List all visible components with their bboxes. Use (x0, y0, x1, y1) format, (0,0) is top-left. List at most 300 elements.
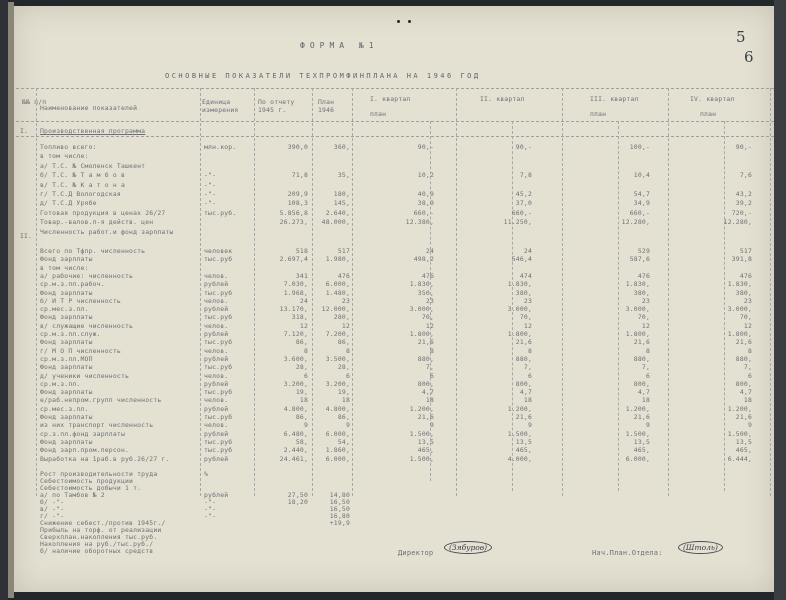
row-cell-q3: 4,7 (637, 388, 650, 397)
row-cell-unit: рублей (204, 305, 229, 314)
row-cell-report: 6.480, (283, 429, 308, 438)
row-cell-q3: 1.830, (625, 280, 650, 289)
row-label: в том числе: (40, 263, 89, 272)
row-cell-q1: 6 (429, 371, 434, 380)
row-cell-q3: 8 (645, 346, 650, 355)
row-cell-unit: рублей (204, 491, 229, 499)
punch-dot (397, 20, 400, 23)
row-cell-unit: тыс.руб (204, 255, 233, 264)
row-cell-plan: 1.860, (325, 446, 350, 455)
row-cell-report: 5.856,8 (279, 208, 308, 217)
column-rule (562, 88, 563, 496)
row-cell-report: 12 (299, 321, 308, 330)
table-rule (16, 88, 774, 89)
row-cell-q1: 1.830, (409, 280, 434, 289)
row-cell-q1: 38,9 (417, 199, 434, 208)
row-cell-plan: 19, (337, 388, 350, 397)
row-cell-plan: 9 (345, 421, 350, 430)
row-cell-plan: 1.480, (325, 288, 350, 297)
row-cell-unit: рублей (204, 404, 229, 413)
column-rule (352, 88, 353, 496)
row-label: а/ рабочие: численность (40, 271, 134, 280)
row-cell-q1: 40,9 (417, 190, 434, 198)
row-cell-q1: 3.000, (409, 305, 434, 314)
row-cell-q2: 474 (519, 271, 532, 280)
row-label: г/ М О П численность (40, 346, 121, 355)
row-cell-plan: 360, (333, 143, 350, 151)
row-cell-report: 7.030, (283, 280, 308, 289)
row-cell-report: 86, (295, 413, 308, 421)
row-cell-q4: 8 (747, 346, 752, 355)
chief-label: Нач.План.Отдела: (592, 549, 663, 557)
row-cell-q1: 498,2 (413, 255, 434, 264)
row-cell-plan: 4.800, (325, 404, 350, 413)
row-cell-plan: 35, (337, 171, 350, 180)
row-label: а/ по Тамбов № 2 (40, 491, 105, 499)
column-rule (200, 88, 201, 496)
row-cell-q1: 12.380, (405, 218, 434, 227)
row-label: Себестоимость добычи 1 т. (40, 484, 142, 492)
row-label: Прибыль на торф. от реализации (40, 526, 162, 534)
row-cell-q1: 1.800, (409, 330, 434, 338)
row-cell-plan: 2.640, (325, 208, 350, 217)
row-cell-q4: 9 (747, 421, 752, 430)
row-cell-q2: 1.800, (507, 330, 532, 338)
row-cell-report: 28, (295, 363, 308, 372)
row-cell-plan: 6.000, (325, 280, 350, 289)
row-label: ср.м.з.пл.МОП (40, 354, 93, 363)
row-label: г/ -"- (40, 512, 65, 520)
row-cell-q3: 465, (633, 446, 650, 455)
row-cell-q2: 37,0 (515, 199, 532, 208)
row-cell-q3: 23 (641, 296, 650, 305)
row-cell-q4: 12.280, (723, 218, 752, 227)
row-cell-plan: 14,80 (329, 491, 350, 499)
row-cell-q4: 720,- (731, 208, 752, 217)
row-cell-unit: челов. (204, 271, 229, 280)
row-label: ср.мес.з.пл. (40, 404, 89, 413)
row-cell-report: 18,20 (287, 498, 308, 506)
row-cell-q2: 13,5 (515, 437, 532, 446)
row-cell-q2: 880, (515, 354, 532, 363)
row-cell-report: 86, (295, 338, 308, 347)
row-cell-q2: 7, (523, 363, 532, 372)
row-cell-q1: 21,6 (417, 338, 434, 347)
row-cell-q3: 21,6 (633, 338, 650, 347)
row-cell-q1: 70, (421, 313, 434, 322)
row-label: в/ Т.С. № К а т о н а (40, 180, 125, 189)
row-cell-q4: 12 (743, 321, 752, 330)
row-cell-q1: 9 (429, 421, 434, 430)
row-cell-q2: 3.000, (507, 305, 532, 314)
row-cell-unit: -"- (204, 171, 217, 180)
row-cell-q4: 7, (743, 363, 752, 372)
row-cell-report: 209,9 (287, 190, 308, 198)
row-label: Фонд зарплаты (40, 255, 93, 264)
handwritten-page-number: 5 (736, 28, 746, 46)
row-label: б/ Т.С. № Т а м б о в (40, 171, 125, 180)
row-cell-plan: 16,80 (329, 512, 350, 520)
row-cell-report: 26.273, (279, 218, 308, 227)
row-cell-q2: 6 (527, 371, 532, 380)
row-cell-q3: 7, (641, 363, 650, 372)
row-label: Численность работ.и фонд зарплаты (40, 227, 174, 236)
row-cell-q1: 21,6 (417, 413, 434, 421)
row-label: г/ Т.С.Д Вологодская (40, 190, 121, 198)
row-cell-report: 341 (295, 271, 308, 280)
row-label: д/ Т.С.Д Урябе (40, 199, 97, 208)
row-cell-plan: 12 (341, 321, 350, 330)
document-title: ОСНОВНЫЕ ПОКАЗАТЕЛИ ТЕХПРОМФИНПЛАНА НА 1946 ГОД (165, 72, 481, 80)
column-rule (254, 88, 255, 496)
row-cell-unit: рублей (204, 280, 229, 289)
row-cell-q4: 6.444, (727, 454, 752, 463)
row-cell-q1: 4,7 (421, 388, 434, 397)
row-cell-unit: -"- (204, 180, 217, 189)
row-cell-q2: 465, (515, 446, 532, 455)
row-cell-unit: человек (204, 247, 233, 255)
scanner-right-edge (774, 0, 786, 600)
row-cell-report: 9 (303, 421, 308, 430)
col-header-no: №№ п/п (22, 98, 47, 106)
row-label: б/ И Т Р численность (40, 296, 121, 305)
row-cell-q1: 660,- (413, 208, 434, 217)
row-cell-report: 18 (299, 396, 308, 405)
row-cell-q1: 23 (425, 296, 434, 305)
row-cell-q3: 9 (645, 421, 650, 430)
row-cell-unit: -"- (204, 190, 217, 198)
row-cell-q3: 3.000, (625, 305, 650, 314)
row-cell-plan: 6.000, (325, 454, 350, 463)
row-cell-report: 19, (295, 388, 308, 397)
row-label: а/ Т.С. № Смоленск Ташкент (40, 161, 146, 170)
row-label: Топливо всего: (40, 143, 97, 151)
row-cell-plan: 517 (337, 247, 350, 255)
row-cell-q4: 7,6 (739, 171, 752, 180)
row-cell-q4: 1.830, (727, 280, 752, 289)
row-cell-report: 4.800, (283, 404, 308, 413)
col-header-report: По отчету 1945 г. (258, 98, 295, 114)
col-header-unit: Единица измерения (202, 98, 239, 114)
row-cell-q4: 476 (739, 271, 752, 280)
row-label: Выработка на 1раб.в руб.26/27 г. (40, 454, 170, 463)
row-cell-q3: 1.200, (625, 404, 650, 413)
row-cell-plan: 7.200, (325, 330, 350, 338)
row-cell-report: 2.697,4 (279, 255, 308, 264)
row-cell-q2: 4.000, (507, 454, 532, 463)
row-label: ср.з.пл.фонд зарплаты (40, 429, 125, 438)
col-subheader-plan: план (590, 110, 607, 118)
row-label: Всего по Тфпр. численность (40, 247, 146, 255)
row-cell-q1: 350, (417, 288, 434, 297)
row-cell-q2: 1.830, (507, 280, 532, 289)
row-cell-plan: 48.000, (321, 218, 350, 227)
row-cell-report: 108,3 (287, 199, 308, 208)
row-cell-unit: млн.кор. (204, 143, 237, 151)
row-cell-q4: 21,6 (735, 338, 752, 347)
row-cell-unit: тыс.руб (204, 363, 233, 372)
row-cell-q2: 21,6 (515, 338, 532, 347)
row-cell-q4: 6 (747, 371, 752, 380)
col-header-q4: IV. квартал (690, 95, 735, 103)
row-cell-unit: челов. (204, 421, 229, 430)
row-cell-report: 8 (303, 346, 308, 355)
row-cell-unit: тыс.руб (204, 288, 233, 297)
row-cell-q2: 12 (523, 321, 532, 330)
row-cell-q2: 660,- (511, 208, 532, 217)
row-cell-plan: 16,50 (329, 498, 350, 506)
row-cell-q3: 800, (633, 379, 650, 388)
row-cell-report: 518 (295, 247, 308, 255)
row-label: из них транспорт численность (40, 421, 154, 430)
row-label: б/ наличие оборотных средств (40, 547, 154, 555)
row-cell-q4: 1.500, (727, 429, 752, 438)
row-label: Фонд зарплаты (40, 363, 93, 372)
row-cell-unit: % (204, 470, 209, 478)
row-cell-q2: 9 (527, 421, 532, 430)
director-label: Директор (398, 549, 434, 557)
section-number: I. (20, 127, 29, 135)
row-cell-q4: 800, (735, 379, 752, 388)
row-cell-plan: 6.000, (325, 429, 350, 438)
row-label: Фонд зарплаты (40, 338, 93, 347)
row-cell-q3: 34,9 (633, 199, 650, 208)
row-cell-unit: рублей (204, 379, 229, 388)
row-cell-q2: 70, (519, 313, 532, 322)
row-cell-q3: 6.000, (625, 454, 650, 463)
row-cell-q3: 1.800, (625, 330, 650, 338)
row-cell-q4: 1.200, (727, 404, 752, 413)
row-label: ср.мес.з.пл. (40, 305, 89, 314)
col-header-q1: I. квартал (370, 95, 411, 103)
row-cell-q3: 529 (637, 247, 650, 255)
row-cell-plan: 28, (337, 363, 350, 372)
row-cell-q1: 90,- (417, 143, 434, 151)
row-cell-q4: 23 (743, 296, 752, 305)
row-label: Фонд зарплаты (40, 313, 93, 322)
row-cell-q4: 391,8 (731, 255, 752, 264)
row-label: Фонд зарплаты (40, 288, 93, 297)
row-cell-q3: 12.280, (621, 218, 650, 227)
row-cell-q4: 90,- (735, 143, 752, 151)
row-cell-q2: 21,6 (515, 413, 532, 421)
row-label: Накопления на руб./тыс.руб./ (40, 540, 154, 548)
row-cell-report: 3.600, (283, 354, 308, 363)
row-cell-q2: 380, (515, 288, 532, 297)
row-label: Фонд зарплаты (40, 388, 93, 397)
row-cell-q2: 4,7 (519, 388, 532, 397)
row-cell-plan: 8 (345, 346, 350, 355)
director-signature: (Зябуров) (444, 541, 492, 554)
row-cell-plan: 86, (337, 338, 350, 347)
row-cell-q3: 54,7 (633, 190, 650, 198)
row-label: Фонд зарп.пром.персон. (40, 446, 130, 455)
col-subheader-plan: план (700, 110, 717, 118)
row-cell-q3: 13,5 (633, 437, 650, 446)
row-cell-q3: 10,4 (633, 171, 650, 180)
row-cell-q3: 476 (637, 271, 650, 280)
row-cell-q3: 587,6 (629, 255, 650, 264)
row-label: Готовая продукция в ценах 26/27 (40, 208, 166, 217)
row-cell-q3: 380, (633, 288, 650, 297)
row-cell-q4: 880, (735, 354, 752, 363)
row-cell-report: 6 (303, 371, 308, 380)
col-header-name: Наименование показателей (40, 104, 138, 112)
row-cell-q4: 1.800, (727, 330, 752, 338)
table-rule (16, 136, 774, 137)
row-cell-plan: 18 (341, 396, 350, 405)
row-label: в/ -"- (40, 505, 65, 513)
row-cell-q4: 517 (739, 247, 752, 255)
row-cell-q1: 880, (417, 354, 434, 363)
column-rule (456, 88, 457, 496)
row-cell-q3: 18 (641, 396, 650, 405)
row-label: Сверхплан.накопления тыс.руб. (40, 533, 158, 541)
row-cell-q1: 1.500, (409, 454, 434, 463)
row-label: в/ служащие численность (40, 321, 134, 330)
row-cell-report: 24.461, (279, 454, 308, 463)
row-cell-q3: 100,- (629, 143, 650, 151)
row-label: Товар.-валов.п-я действ. цен (40, 218, 154, 227)
row-cell-unit: тыс.руб (204, 446, 233, 455)
row-cell-plan: 54, (337, 437, 350, 446)
row-cell-q1: 13,5 (417, 437, 434, 446)
row-cell-q4: 70, (739, 313, 752, 322)
row-cell-unit: -"- (204, 512, 217, 520)
row-cell-plan: 6 (345, 371, 350, 380)
row-cell-q2: 11.250, (503, 218, 532, 227)
row-cell-plan: 16,50 (329, 505, 350, 513)
row-cell-plan: 86, (337, 413, 350, 421)
scanner-left-edge (0, 0, 8, 600)
row-cell-plan: 280, (333, 313, 350, 322)
row-cell-plan: +19,9 (329, 519, 350, 527)
row-label: ср.м.з.пл. (40, 379, 81, 388)
row-cell-plan: 1.980, (325, 255, 350, 264)
row-cell-unit: рублей (204, 429, 229, 438)
row-cell-report: 58, (295, 437, 308, 446)
table-rule (16, 121, 774, 122)
row-cell-q1: 10,2 (417, 171, 434, 180)
row-cell-q1: 1.500, (409, 429, 434, 438)
row-cell-unit: челов. (204, 296, 229, 305)
row-cell-report: 7.120, (283, 330, 308, 338)
col-header-q2: II. квартал (480, 95, 525, 103)
row-cell-q1: 7, (425, 363, 434, 372)
form-title: ФОРМА №1 (300, 41, 379, 50)
row-cell-unit: рублей (204, 454, 229, 463)
row-cell-unit: -"- (204, 505, 217, 513)
column-rule (312, 88, 313, 496)
row-cell-plan: 476 (337, 271, 350, 280)
row-label: Себестоимость продукции (40, 477, 134, 485)
row-cell-q2: 8 (527, 346, 532, 355)
row-cell-plan: 180, (333, 190, 350, 198)
row-cell-q1: 8 (429, 346, 434, 355)
row-cell-unit: -"- (204, 199, 217, 208)
row-cell-q4: 21,6 (735, 413, 752, 421)
row-cell-unit: рублей (204, 330, 229, 338)
row-cell-q4: 3.000, (727, 305, 752, 314)
row-cell-plan: 23 (341, 296, 350, 305)
row-cell-plan: 12.000, (321, 305, 350, 314)
row-cell-q2: 23 (523, 296, 532, 305)
row-cell-report: 1.968, (283, 288, 308, 297)
row-cell-q4: 465, (735, 446, 752, 455)
row-cell-plan: 3.200, (325, 379, 350, 388)
row-label: Снижение себест./против 1945г./ (40, 519, 166, 527)
row-label: д/ ученики численность (40, 371, 130, 380)
row-cell-report: 2.440, (283, 446, 308, 455)
row-cell-report: 390,0 (287, 143, 308, 151)
row-cell-plan: 145, (333, 199, 350, 208)
row-cell-report: 318, (291, 313, 308, 322)
row-cell-report: 27,50 (287, 491, 308, 499)
row-cell-q2: 24 (523, 247, 532, 255)
row-cell-report: 24 (299, 296, 308, 305)
row-label: б/ -"- (40, 498, 65, 506)
row-cell-q2: 18 (523, 396, 532, 405)
row-cell-unit: челов. (204, 321, 229, 330)
row-cell-q4: 380, (735, 288, 752, 297)
col-header-q3: III. квартал (590, 95, 639, 103)
row-label: ср.м.з.пл.рабоч. (40, 280, 105, 289)
row-cell-report: 71,8 (291, 171, 308, 180)
row-cell-q3: 1.500, (625, 429, 650, 438)
row-cell-q2: 546,4 (511, 255, 532, 264)
row-cell-unit: тыс.руб (204, 388, 233, 397)
row-cell-q1: 465, (417, 446, 434, 455)
col-subheader-plan: план (370, 110, 387, 118)
row-cell-unit: тыс.руб (204, 413, 233, 421)
row-label: Фонд зарплаты (40, 437, 93, 446)
row-cell-q2: 800, (515, 379, 532, 388)
row-cell-q3: 70, (637, 313, 650, 322)
row-cell-q1: 476 (421, 271, 434, 280)
row-cell-unit: тыс.руб. (204, 208, 237, 217)
row-cell-q3: 660,- (629, 208, 650, 217)
punch-dot (408, 20, 411, 23)
row-cell-q4: 13,5 (735, 437, 752, 446)
row-cell-q3: 6 (645, 371, 650, 380)
row-label: в том числе: (40, 152, 89, 161)
row-cell-q1: 18 (425, 396, 434, 405)
row-cell-report: 13.170, (279, 305, 308, 314)
column-rule (668, 88, 669, 496)
row-cell-unit: тыс.руб (204, 437, 233, 446)
column-rule (36, 88, 37, 496)
row-label: Фонд зарплаты (40, 413, 93, 421)
row-cell-q4: 4,7 (739, 388, 752, 397)
row-cell-q3: 880, (633, 354, 650, 363)
row-cell-unit: тыс.руб (204, 338, 233, 347)
row-cell-unit: челов. (204, 396, 229, 405)
row-cell-q3: 12 (641, 321, 650, 330)
row-label: ср.м.з.пл.служ. (40, 330, 101, 338)
row-cell-q3: 21,6 (633, 413, 650, 421)
row-cell-unit: рублей (204, 354, 229, 363)
row-cell-q2: 7,8 (519, 171, 532, 180)
row-cell-plan: 3.500, (325, 354, 350, 363)
row-cell-q4: 39,2 (735, 199, 752, 208)
row-cell-unit: -"- (204, 498, 217, 506)
column-rule (770, 88, 771, 496)
section-title: Производственная программа (40, 127, 146, 135)
row-cell-q2: 1.200, (507, 404, 532, 413)
row-cell-unit: челов. (204, 346, 229, 355)
row-cell-q4: 18 (743, 396, 752, 405)
row-cell-q2: 90,- (515, 143, 532, 151)
